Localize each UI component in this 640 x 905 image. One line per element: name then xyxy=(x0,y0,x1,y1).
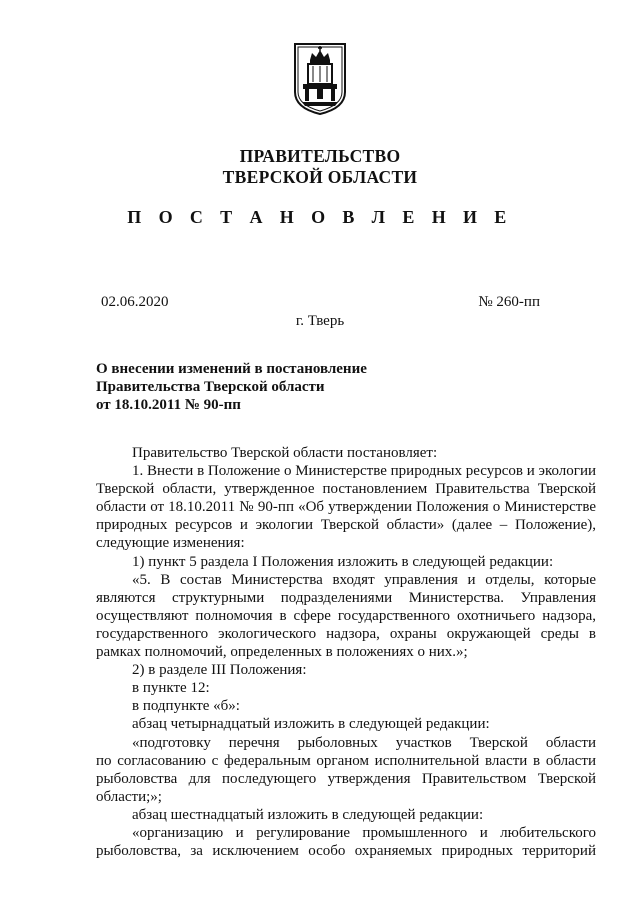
body-line: следующие изменения: xyxy=(96,535,245,552)
body-line: «организацию и регулирование промышленного и любительского xyxy=(132,824,596,841)
body-line: 2) в разделе III Положения: xyxy=(132,662,307,679)
body-line: природных ресурсов и экологии Тверской области» (далее – Положение), xyxy=(96,517,596,534)
body-line: Правительство Тверской области постановляет: xyxy=(132,445,438,461)
body-line: осуществляют полномочия в сфере государственного охотничьего надзора, xyxy=(96,607,596,624)
tver-coat-of-arms-icon xyxy=(293,42,347,116)
body-line: абзац четырнадцатый изложить в следующей редакции: xyxy=(132,716,490,733)
document-type-title: П О С Т А Н О В Л Е Н И Е xyxy=(127,207,513,227)
document-date: 02.06.2020 xyxy=(101,294,169,310)
body-line: области от 18.10.2011 № 90-пп «Об утверждении Положения о Министерстве xyxy=(96,499,596,516)
body-line: рамках полномочий, определенных в положениях о них.»; xyxy=(96,644,468,661)
document-subject xyxy=(96,360,367,414)
body-line: абзац шестнадцатый изложить в следующей редакции: xyxy=(132,806,484,823)
body-line: рыболовства для последующего утверждения Правительством Тверской xyxy=(96,770,596,787)
body-line: являются структурными подразделениями Министерства. Управления xyxy=(96,589,596,606)
document-city: г. Тверь xyxy=(295,313,345,329)
body-line: в подпункте «б»: xyxy=(132,698,240,715)
government-name-line-2: ТВЕРСКОЙ ОБЛАСТИ xyxy=(222,167,418,187)
body-line: в пункте 12: xyxy=(132,680,210,697)
subject-line: от 18.10.2011 № 90-пп xyxy=(96,397,241,413)
body-line: по согласованию с федеральным органом исполнительной власти в области xyxy=(96,752,596,769)
body-line: «5. В состав Министерства входят управления и отделы, которые xyxy=(132,571,596,588)
body-line: 1. Внести в Положение о Министерстве природных ресурсов и экологии xyxy=(132,463,596,480)
body-line: государственного экологического надзора, охраны окружающей среды в xyxy=(96,625,596,642)
body-line: рыболовства, за исключением особо охраняемых природных территорий xyxy=(96,843,596,860)
body-line: Тверской области, утвержденное постановлением Правительства Тверской xyxy=(96,481,596,498)
body-line: 1) пункт 5 раздела I Положения изложить в следующей редакции: xyxy=(132,553,554,570)
subject-line: Правительства Тверской области xyxy=(96,379,325,395)
government-name-line-1: ПРАВИТЕЛЬСТВО xyxy=(239,146,401,166)
body-line: «подготовку перечня рыболовных участков Тверской области xyxy=(132,734,596,751)
body-line: области;»; xyxy=(96,788,162,805)
document-body xyxy=(96,444,596,860)
subject-line: О внесении изменений в постановление xyxy=(96,361,367,377)
document-number: № 260-пп xyxy=(478,294,540,310)
